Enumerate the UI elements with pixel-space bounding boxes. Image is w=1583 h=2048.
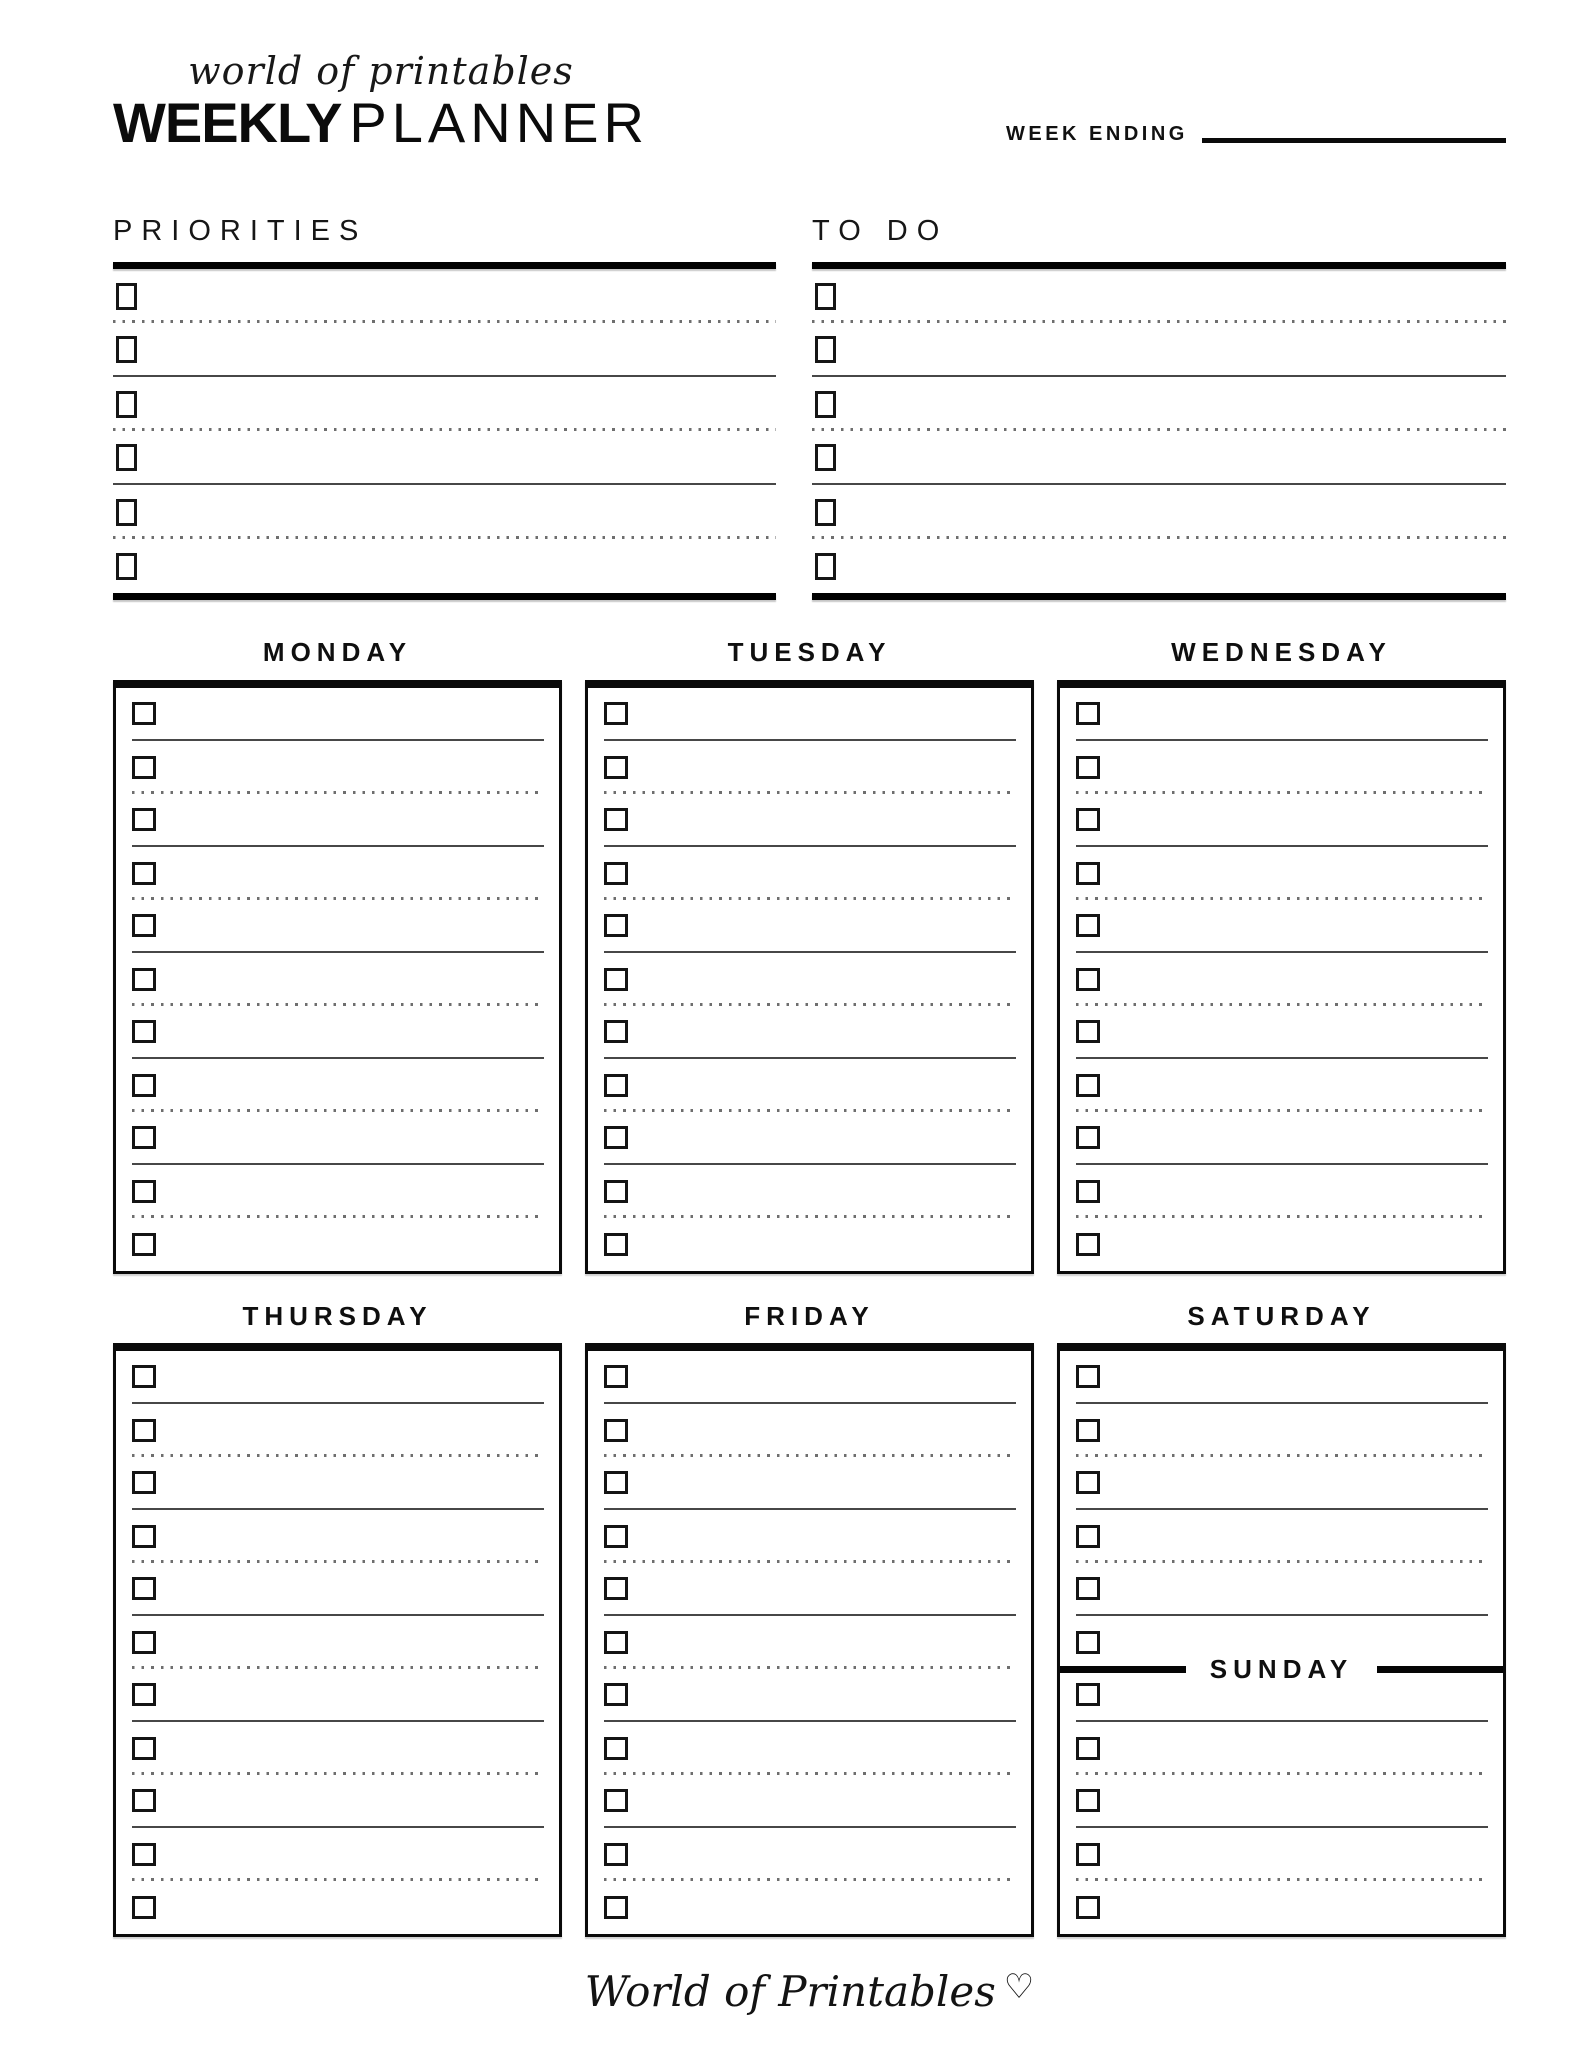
checkbox[interactable]: [132, 1074, 156, 1097]
checklist-row: [132, 900, 544, 953]
day-column-saturday-sunday: [1057, 1300, 1506, 1938]
day-header-wednesday: WEDNESDAY: [1171, 637, 1392, 668]
footer-logo: [113, 1967, 1506, 2017]
checklist-row: [604, 1165, 1016, 1218]
checklist-row: [1076, 953, 1488, 1006]
checklist-row: [604, 794, 1016, 847]
priorities-title: PRIORITIES: [113, 215, 368, 248]
checklist-row: [132, 1218, 544, 1271]
checklist-row: [132, 1881, 544, 1934]
checkbox[interactable]: [604, 1737, 628, 1760]
checklist-row: [1076, 1722, 1488, 1775]
checklist-row: [604, 1059, 1016, 1112]
checkbox[interactable]: [1076, 862, 1100, 885]
checklist-row: [812, 485, 1506, 539]
checklist-row: [113, 323, 776, 377]
checkbox[interactable]: [604, 1631, 628, 1654]
checkbox[interactable]: [132, 914, 156, 937]
sunday-divider-line-right: [1377, 1666, 1503, 1673]
checklist-row: [1076, 1563, 1488, 1616]
checkbox[interactable]: [815, 499, 836, 526]
page-title: [113, 90, 649, 154]
checklist-row: [604, 688, 1016, 741]
checklist-row: [132, 688, 544, 741]
checklist-row: [1076, 900, 1488, 953]
checklist-row: [1076, 1218, 1488, 1271]
priorities-top-rule: [113, 262, 776, 269]
checkbox[interactable]: [604, 968, 628, 991]
checklist-row: [604, 1669, 1016, 1722]
day-header-friday: FRIDAY: [744, 1300, 875, 1331]
checkbox[interactable]: [132, 1471, 156, 1494]
checklist-row: [132, 794, 544, 847]
page-title-planner: PLANNER: [349, 90, 649, 154]
checklist-row: [132, 1165, 544, 1218]
checkbox[interactable]: [132, 1525, 156, 1548]
checkbox[interactable]: [1076, 1843, 1100, 1866]
checklist-row: [132, 1775, 544, 1828]
checklist-row: [1076, 1881, 1488, 1934]
saturday-checklist: [1076, 1351, 1488, 1669]
checkbox[interactable]: [815, 283, 836, 310]
daybox-saturday-sunday: [1057, 1343, 1506, 1937]
checklist-row: [604, 1404, 1016, 1457]
checkbox[interactable]: [132, 756, 156, 779]
checklist-row: [604, 1112, 1016, 1165]
daybox-tuesday: [585, 680, 1034, 1274]
checklist-row: [604, 1563, 1016, 1616]
checklist-row: [604, 1775, 1016, 1828]
checklist-row: [604, 1616, 1016, 1669]
checklist-row: [604, 741, 1016, 794]
priorities-section: [113, 214, 776, 600]
checklist-row: [1076, 1457, 1488, 1510]
checkbox[interactable]: [132, 1789, 156, 1812]
thursday-checklist: [132, 1351, 544, 1934]
checkbox[interactable]: [815, 444, 836, 471]
checkbox[interactable]: [604, 862, 628, 885]
checklist-row: [812, 269, 1506, 323]
daybox-wednesday: [1057, 680, 1506, 1274]
monday-checklist: [132, 688, 544, 1271]
todo-title: TO DO: [812, 215, 949, 248]
checkbox[interactable]: [1076, 1789, 1100, 1812]
checkbox[interactable]: [1076, 1419, 1100, 1442]
brand-script-text: world of printables: [188, 49, 574, 93]
week-ending-blank-line: [1202, 138, 1506, 143]
checklist-row: [132, 1351, 544, 1404]
checkbox[interactable]: [1076, 702, 1100, 725]
checkbox[interactable]: [604, 1074, 628, 1097]
checklist-row: [132, 1510, 544, 1563]
checklist-row: [1076, 1006, 1488, 1059]
checkbox[interactable]: [132, 1233, 156, 1256]
checklist-row: [113, 485, 776, 539]
checkbox[interactable]: [604, 1683, 628, 1706]
daybox-monday: [113, 680, 562, 1274]
checkbox[interactable]: [132, 1737, 156, 1760]
checklist-row: [812, 323, 1506, 377]
checkbox[interactable]: [604, 1233, 628, 1256]
week-ending-field: [1006, 124, 1506, 152]
checkbox[interactable]: [132, 1419, 156, 1442]
checklist-row: [132, 1616, 544, 1669]
checkbox[interactable]: [132, 1126, 156, 1149]
checklist-row: [604, 900, 1016, 953]
checkbox[interactable]: [604, 1419, 628, 1442]
page-header: [113, 0, 1506, 152]
checkbox[interactable]: [132, 702, 156, 725]
checklist-row: [604, 1457, 1016, 1510]
checkbox[interactable]: [1076, 1233, 1100, 1256]
checklist-row: [132, 1722, 544, 1775]
daybox-thursday: [113, 1343, 562, 1937]
checklist-row: [113, 431, 776, 485]
todo-section: [812, 214, 1506, 600]
checkbox[interactable]: [604, 1789, 628, 1812]
brand-block: [113, 50, 649, 152]
checkbox[interactable]: [116, 444, 137, 471]
todo-checklist: [812, 269, 1506, 593]
checklist-row: [604, 1828, 1016, 1881]
checklist-row: [604, 1351, 1016, 1404]
checkbox[interactable]: [132, 968, 156, 991]
checkbox[interactable]: [132, 1683, 156, 1706]
checkbox[interactable]: [1076, 968, 1100, 991]
day-header-thursday: THURSDAY: [242, 1300, 433, 1331]
checkbox[interactable]: [116, 391, 137, 418]
checklist-row: [113, 269, 776, 323]
checkbox[interactable]: [1076, 756, 1100, 779]
checkbox[interactable]: [815, 336, 836, 363]
day-column-thursday: [113, 1300, 562, 1938]
checklist-row: [132, 1059, 544, 1112]
checklist-row: [1076, 1351, 1488, 1404]
checkbox[interactable]: [132, 1843, 156, 1866]
checklist-row: [604, 847, 1016, 900]
checkbox[interactable]: [132, 1577, 156, 1600]
checkbox[interactable]: [604, 808, 628, 831]
checkbox[interactable]: [604, 1365, 628, 1388]
checkbox[interactable]: [132, 1631, 156, 1654]
checklist-row: [1076, 1404, 1488, 1457]
checkbox[interactable]: [1076, 1683, 1100, 1706]
checkbox[interactable]: [604, 1843, 628, 1866]
checklist-row: [812, 431, 1506, 485]
checklist-row: [132, 1112, 544, 1165]
checkbox[interactable]: [1076, 1471, 1100, 1494]
checklist-row: [132, 1457, 544, 1510]
day-column-tuesday: [585, 636, 1034, 1274]
checkbox[interactable]: [604, 1180, 628, 1203]
checklist-row: [1076, 794, 1488, 847]
checklist-row: [604, 1881, 1016, 1934]
checkbox[interactable]: [1076, 1074, 1100, 1097]
checklist-row: [1076, 1059, 1488, 1112]
checklist-row: [132, 1006, 544, 1059]
day-column-friday: [585, 1300, 1034, 1938]
checklist-row: [132, 1669, 544, 1722]
wednesday-checklist: [1076, 688, 1488, 1271]
checkbox[interactable]: [604, 914, 628, 937]
checkbox[interactable]: [604, 1525, 628, 1548]
checklist-row: [1076, 1165, 1488, 1218]
checkbox[interactable]: [604, 702, 628, 725]
checkbox[interactable]: [1076, 914, 1100, 937]
checkbox[interactable]: [1076, 1525, 1100, 1548]
checkbox[interactable]: [604, 1020, 628, 1043]
day-column-monday: [113, 636, 562, 1274]
todo-bottom-rule: [812, 593, 1506, 600]
day-header-tuesday: TUESDAY: [727, 637, 892, 668]
weekday-grid-row-1: [113, 636, 1506, 1274]
checklist-row: [812, 377, 1506, 431]
checklist-row: [132, 1828, 544, 1881]
checkbox[interactable]: [132, 1020, 156, 1043]
checkbox[interactable]: [1076, 1180, 1100, 1203]
checkbox[interactable]: [1076, 1896, 1100, 1919]
checklist-row: [1076, 847, 1488, 900]
checkbox[interactable]: [1076, 1577, 1100, 1600]
page-title-weekly: WEEKLY: [113, 90, 342, 154]
priorities-bottom-rule: [113, 593, 776, 600]
checkbox[interactable]: [604, 1577, 628, 1600]
checklist-row: [1076, 688, 1488, 741]
week-ending-label: WEEK ENDING: [1006, 123, 1188, 146]
sunday-checklist: [1076, 1669, 1488, 1934]
day-header-monday: MONDAY: [262, 637, 413, 668]
checkbox[interactable]: [116, 336, 137, 363]
checkbox[interactable]: [132, 1365, 156, 1388]
checkbox[interactable]: [1076, 1126, 1100, 1149]
checklist-row: [604, 1218, 1016, 1271]
tuesday-checklist: [604, 688, 1016, 1271]
checkbox[interactable]: [132, 862, 156, 885]
top-lists: [113, 214, 1506, 600]
checkbox[interactable]: [132, 808, 156, 831]
checklist-row: [604, 953, 1016, 1006]
checkbox[interactable]: [132, 1180, 156, 1203]
checklist-row: [1076, 1510, 1488, 1563]
checklist-row: [1076, 1775, 1488, 1828]
day-column-wednesday: [1057, 636, 1506, 1274]
checklist-row: [113, 539, 776, 593]
checklist-row: [1076, 741, 1488, 794]
sunday-divider-line-left: [1060, 1666, 1186, 1673]
checklist-row: [132, 741, 544, 794]
todo-top-rule: [812, 262, 1506, 269]
day-header-saturday: SATURDAY: [1187, 1300, 1376, 1331]
checkbox[interactable]: [1076, 1631, 1100, 1654]
priorities-checklist: [113, 269, 776, 593]
checkbox[interactable]: [604, 1471, 628, 1494]
footer-brand-text: World of Printables: [584, 1967, 996, 2017]
weekday-grid-row-2: [113, 1300, 1506, 1938]
checklist-row: [604, 1006, 1016, 1059]
checkbox[interactable]: [815, 391, 836, 418]
checkbox[interactable]: [604, 756, 628, 779]
checklist-row: [812, 539, 1506, 593]
checkbox[interactable]: [1076, 808, 1100, 831]
checkbox[interactable]: [1076, 1365, 1100, 1388]
checkbox[interactable]: [604, 1126, 628, 1149]
checkbox[interactable]: [604, 1896, 628, 1919]
daybox-friday: [585, 1343, 1034, 1937]
checkbox[interactable]: [815, 553, 836, 580]
day-header-sunday: SUNDAY: [1209, 1653, 1354, 1684]
checkbox[interactable]: [116, 499, 137, 526]
checklist-row: [132, 1563, 544, 1616]
checkbox[interactable]: [1076, 1020, 1100, 1043]
checklist-row: [1076, 1828, 1488, 1881]
checklist-row: [132, 847, 544, 900]
checklist-row: [132, 1404, 544, 1457]
checklist-row: [132, 953, 544, 1006]
checklist-row: [113, 377, 776, 431]
friday-checklist: [604, 1351, 1016, 1934]
heart-icon: ♡: [1003, 1967, 1035, 2008]
checkbox[interactable]: [116, 283, 137, 310]
checkbox[interactable]: [116, 553, 137, 580]
checklist-row: [604, 1722, 1016, 1775]
checklist-row: [604, 1510, 1016, 1563]
checklist-row: [1076, 1112, 1488, 1165]
checkbox[interactable]: [132, 1896, 156, 1919]
checkbox[interactable]: [1076, 1737, 1100, 1760]
